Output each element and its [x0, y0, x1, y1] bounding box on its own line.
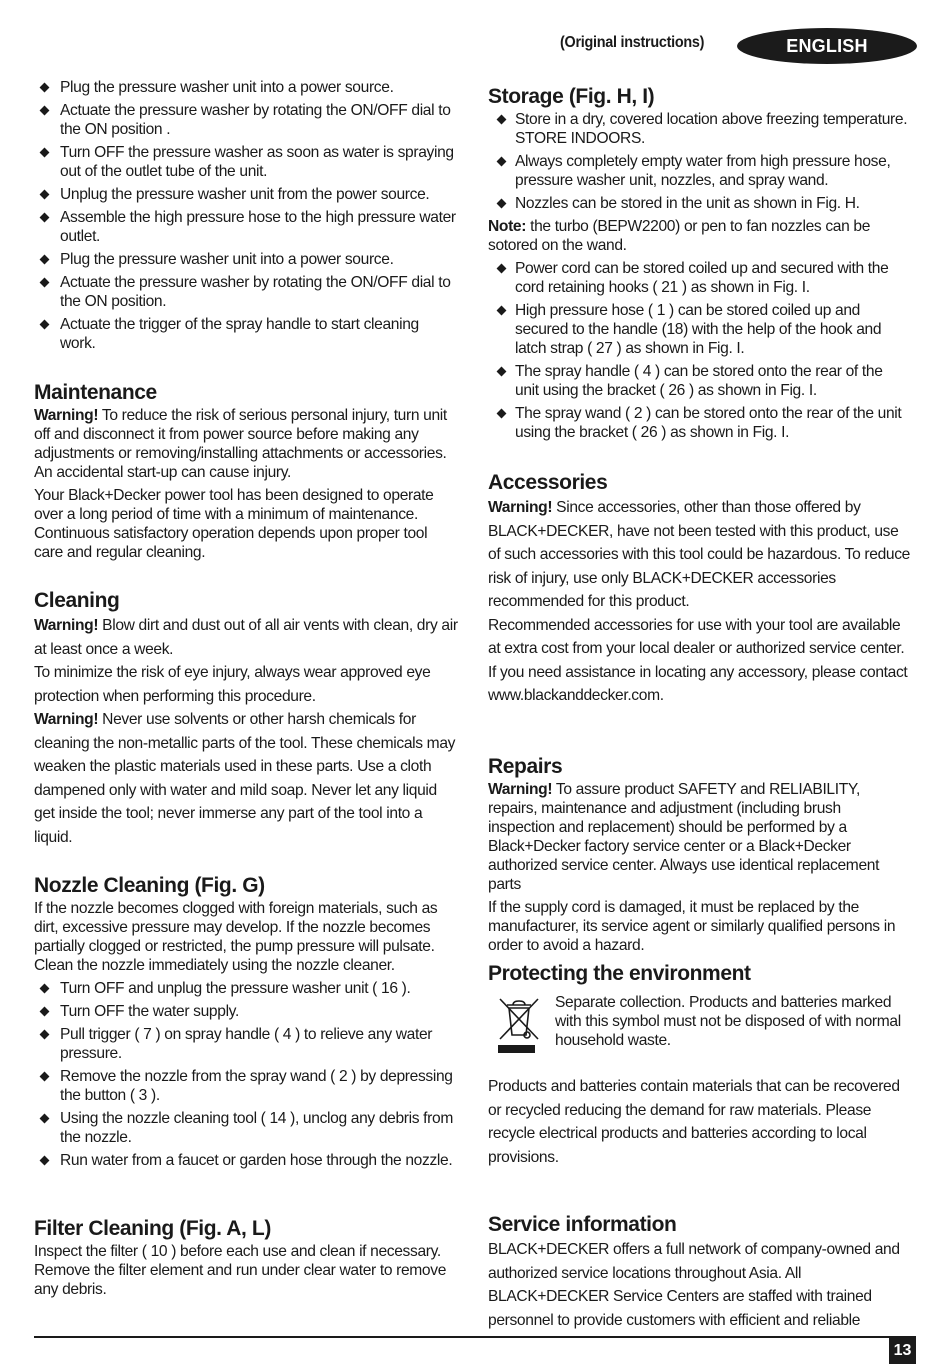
bullet-diamond-icon	[497, 115, 507, 125]
filter-cleaning-heading: Filter Cleaning (Fig. A, L)	[34, 1217, 271, 1240]
bullet-diamond-icon	[497, 367, 507, 377]
filter-cleaning-section	[34, 1216, 458, 1303]
bullet-diamond-icon	[40, 148, 50, 158]
bullet-diamond-icon	[497, 264, 507, 274]
cleaning-heading: Cleaning	[34, 589, 120, 612]
bullet-diamond-icon	[40, 984, 50, 994]
list-item: Turn OFF the water supply.	[34, 1002, 458, 1021]
list-item: Actuate the pressure washer by rotating the ON/OFF dial to the ON position.	[34, 273, 458, 311]
bullet-diamond-icon	[497, 306, 507, 316]
list-item: Power cord can be stored coiled up and secured with the cord retaining hooks ( 21 ) as shown in Fig. I.	[488, 259, 910, 297]
intro-steps-section	[34, 78, 458, 357]
list-item: Always completely empty water from high pressure hose, pressure washer unit, nozzles, and spray wand.	[488, 152, 910, 190]
storage-section	[488, 84, 910, 446]
warning-label: Warning!	[34, 617, 99, 634]
bullet-diamond-icon	[40, 1156, 50, 1166]
list-item: Actuate the pressure washer by rotating the ON/OFF dial to the ON position .	[34, 101, 458, 139]
maintenance-heading: Maintenance	[34, 381, 157, 404]
nozzle-cleaning-heading: Nozzle Cleaning (Fig. G)	[34, 874, 265, 897]
accessories-warning: Warning! Since accessories, other than those offered by BLACK+DECKER, have not been tested with this product, use of such accessories with this tool could be hazardous. To reduce risk of injury, use only BLACK+DECKER accessories recommended for this product.	[488, 499, 910, 610]
bullet-diamond-icon	[40, 1114, 50, 1124]
list-item: Unplug the pressure washer unit from the power source.	[34, 185, 458, 204]
list-item: Pull trigger ( 7 ) on spray handle ( 4 ) to relieve any water pressure.	[34, 1025, 458, 1063]
repairs-warning: Warning! To assure product SAFETY and RELIABILITY, repairs, maintenance and adjustment (including brush inspection and replacement) should be performed by a Black+Decker factory service center or a Black+Decker authorized service center. Always use identical replacement parts	[488, 781, 880, 893]
warning-label: Warning!	[488, 781, 553, 798]
accessories-body: Recommended accessories for use with your tool are available at extra cost from your local dealer or authorized service center. If you need assistance in locating any accessory, please contact www.blackanddecker.com.	[488, 616, 908, 704]
maintenance-warning: Warning! To reduce the risk of serious personal injury, turn unit off and disconnect it from power source before making any adjustments or removing/installing attachments or accessories. An accidental start-up can cause injury.	[34, 407, 447, 481]
nozzle-cleaning-section	[34, 873, 458, 1174]
cleaning-warning-1: Warning! Blow dirt and dust out of all air vents with clean, dry air at least once a week.	[34, 617, 458, 658]
bullet-diamond-icon	[40, 320, 50, 330]
page-number: 13	[889, 1338, 916, 1364]
note-label: Note:	[488, 218, 527, 235]
accessories-section	[488, 470, 910, 708]
list-item: Actuate the trigger of the spray handle to start cleaning work.	[34, 315, 458, 353]
bullet-diamond-icon	[40, 255, 50, 265]
list-item: Nozzles can be stored in the unit as shown in Fig. H.	[488, 194, 910, 213]
bullet-diamond-icon	[40, 278, 50, 288]
crossed-out-wheelie-bin-icon	[497, 995, 541, 1055]
nozzle-cleaning-steps	[34, 979, 458, 1170]
bullet-diamond-icon	[497, 157, 507, 167]
list-item: The spray wand ( 2 ) can be stored onto the rear of the unit using the bracket ( 26 ) as shown in Fig. I.	[488, 404, 910, 442]
repairs-heading: Repairs	[488, 755, 563, 778]
bullet-diamond-icon	[497, 409, 507, 419]
list-item: Plug the pressure washer unit into a power source.	[34, 78, 458, 97]
weee-notice	[488, 993, 910, 1055]
bullet-diamond-icon	[40, 83, 50, 93]
language-badge: ENGLISH	[737, 28, 917, 64]
storage-heading: Storage (Fig. H, I)	[488, 85, 655, 108]
cleaning-body: To minimize the risk of eye injury, always wear approved eye protection when performing this procedure.	[34, 664, 431, 705]
list-item: Remove the nozzle from the spray wand ( 2 ) by depressing the button ( 3 ).	[34, 1067, 458, 1105]
list-item: The spray handle ( 4 ) can be stored onto the rear of the unit using the bracket ( 26 ) as shown in Fig. I.	[488, 362, 910, 400]
storage-list-b	[488, 259, 910, 442]
list-item: High pressure hose ( 1 ) can be stored coiled up and secured to the handle (18) with the help of the hook and latch strap ( 27 ) as shown in Fig. I.	[488, 301, 910, 358]
service-heading: Service information	[488, 1213, 677, 1236]
bullet-diamond-icon	[497, 199, 507, 209]
intro-steps-list	[34, 78, 458, 353]
filter-cleaning-body: Inspect the filter ( 10 ) before each use and clean if necessary. Remove the filter element and run under clear water to remove any debris.	[34, 1243, 447, 1298]
list-item: Turn OFF and unplug the pressure washer unit ( 16 ).	[34, 979, 458, 998]
bullet-diamond-icon	[40, 1072, 50, 1082]
bullet-diamond-icon	[40, 1007, 50, 1017]
maintenance-section	[34, 380, 458, 566]
service-body: BLACK+DECKER offers a full network of company-owned and authorized service locations throughout Asia. All BLACK+DECKER Service Centers are staffed with trained personnel to provide customers with efficient and reliable	[488, 1241, 900, 1329]
warning-label: Warning!	[34, 711, 99, 728]
environment-section	[488, 961, 910, 1169]
environment-body: Products and batteries contain materials that can be recovered or recycled reducing the demand for raw materials. Please recycle electrical products and batteries according to local provisions.	[488, 1078, 900, 1166]
weee-text: Separate collection. Products and batteries marked with this symbol must not be disposed of with normal household waste.	[555, 994, 901, 1049]
warning-label: Warning!	[34, 407, 99, 424]
bullet-diamond-icon	[40, 213, 50, 223]
bullet-diamond-icon	[40, 1030, 50, 1040]
list-item: Plug the pressure washer unit into a power source.	[34, 250, 458, 269]
repairs-section	[488, 754, 910, 959]
storage-list-a	[488, 110, 910, 213]
maintenance-body: Your Black+Decker power tool has been designed to operate over a long period of time with a minimum of maintenance. Continuous satisfactory operation depends upon proper tool care and regular cleaning.	[34, 487, 434, 561]
list-item: Using the nozzle cleaning tool ( 14 ), unclog any debris from the nozzle.	[34, 1109, 458, 1147]
storage-note: Note: the turbo (BEPW2200) or pen to fan nozzles can be sotored on the wand.	[488, 218, 871, 254]
list-item: Turn OFF the pressure washer as soon as water is spraying out of the outlet tube of the unit.	[34, 143, 458, 181]
bullet-diamond-icon	[40, 190, 50, 200]
service-section	[488, 1212, 910, 1332]
bullet-diamond-icon	[40, 106, 50, 116]
list-item: Run water from a faucet or garden hose through the nozzle.	[34, 1151, 458, 1170]
nozzle-cleaning-body: If the nozzle becomes clogged with foreign materials, such as dirt, excessive pressure may develop. If the nozzle becomes partially clogged or restricted, the pump pressure will pulsate. Clean the nozzle immediately using the nozzle cleaner.	[34, 900, 438, 974]
list-item: Store in a dry, covered location above freezing temperature. STORE INDOORS.	[488, 110, 910, 148]
footer-divider	[34, 1336, 916, 1338]
cleaning-warning-2: Warning! Never use solvents or other harsh chemicals for cleaning the non-metallic parts of the tool. These chemicals may weaken the plastic materials used in these parts. Use a cloth dampened only with water and mild soap. Never let any liquid get inside the tool; never immerse any part of the tool into a liquid.	[34, 711, 456, 846]
cleaning-section	[34, 588, 458, 849]
list-item: Assemble the high pressure hose to the high pressure water outlet.	[34, 208, 458, 246]
warning-label: Warning!	[488, 499, 553, 516]
accessories-heading: Accessories	[488, 471, 608, 494]
environment-heading: Protecting the environment	[488, 962, 751, 985]
repairs-body: If the supply cord is damaged, it must be replaced by the manufacturer, its service agent or similarly qualified persons in order to avoid a hazard.	[488, 899, 896, 954]
original-instructions-label: (Original instructions)	[560, 34, 705, 51]
